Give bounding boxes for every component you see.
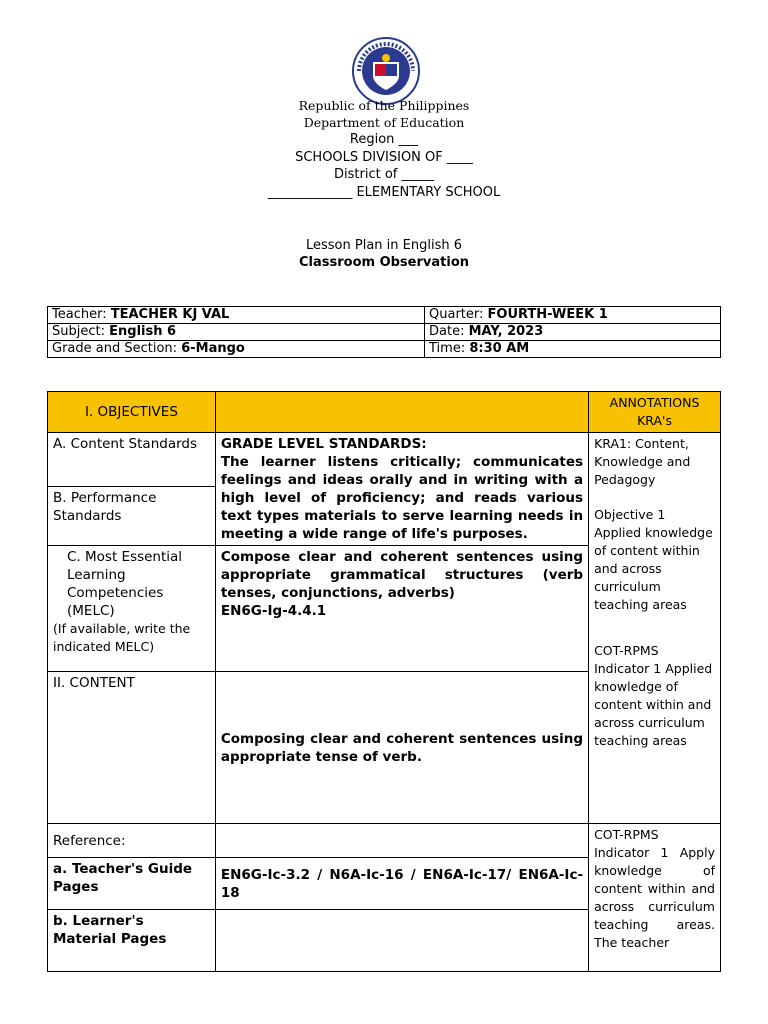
date-cell: Date: MAY, 2023 [425, 324, 721, 341]
melc-code: EN6G-Ig-4.4.1 [220, 603, 327, 619]
objective1-text: Objective 1 Applied knowledge of content within and across curriculum teaching areas [594, 507, 713, 612]
kra1-text: KRA1: Content, Knowledge and Pedagogy [594, 436, 691, 487]
objectives-header: I. OBJECTIVES [48, 392, 216, 433]
content-label: II. CONTENT [48, 672, 216, 824]
region-line: Region ___ [349, 132, 419, 147]
gls-title: GRADE LEVEL STANDARDS: [220, 436, 427, 452]
division-line: SCHOOLS DIVISION OF ____ [295, 150, 473, 165]
content-standards-label: A. Content Standards [48, 433, 216, 487]
annotation-reference-cell [589, 824, 721, 972]
teacher-value: TEACHER KJ VAL [110, 307, 230, 322]
grade-value: 6-Mango [181, 341, 245, 356]
grade-level-standards-cell [215, 433, 588, 546]
subject-value: English 6 [109, 324, 177, 339]
school-line: _____________ ELEMENTARY SCHOOL [267, 185, 501, 200]
annotations-header: ANNOTATIONS KRA's [589, 392, 721, 433]
gls-text: The learner listens critically; communicates feelings and ideas orally and in writing with a high level of proficiency; and reads various text types materials to serve learning needs in meeting a wide range of life's purposes. [220, 454, 584, 542]
info-table [47, 306, 721, 358]
observation-title: Classroom Observation [298, 255, 469, 270]
quarter-value: FOURTH-WEEK 1 [487, 307, 608, 322]
lesson-plan-table [47, 391, 721, 972]
empty-header-cell [215, 392, 588, 433]
teachers-guide-label: a. Teacher's Guide Pages [48, 858, 216, 910]
learners-material-empty-cell [215, 910, 588, 972]
subject-cell: Subject: English 6 [48, 324, 425, 341]
reference-empty-cell [215, 824, 588, 858]
annotation-objective-cell [589, 433, 721, 824]
date-value: MAY, 2023 [468, 324, 544, 339]
melc-text-cell [215, 546, 588, 672]
department-line: Department of Education [303, 115, 465, 130]
performance-standards-label: B. Performance Standards [48, 487, 216, 546]
melc-label: C. Most Essential Learning Competencies (MELC) [67, 549, 183, 619]
grade-cell: Grade and Section: 6-Mango [48, 341, 425, 358]
quarter-cell: Quarter: FOURTH-WEEK 1 [425, 307, 721, 324]
content-text: Composing clear and coherent sentences using appropriate tense of verb. [215, 672, 588, 824]
reference-label: Reference: [48, 824, 216, 858]
learners-material-label: b. Learner's Material Pages [48, 910, 216, 972]
melc-label-cell [48, 546, 216, 672]
teachers-guide-pages: EN6G-Ic-3.2 / N6A-Ic-16 / EN6A-Ic-17/ EN6A-Ic-18 [215, 858, 588, 910]
time-cell: Time: 8:30 AM [425, 341, 721, 358]
republic-line: Republic of the Philippines [298, 98, 470, 113]
district-line: District of _____ [334, 167, 434, 182]
melc-note: (If available, write the indicated MELC) [53, 621, 191, 654]
melc-text: Compose clear and coherent sentences using appropriate grammatical structures (verb tenses, conjunctions, adverbs) [220, 549, 584, 601]
cot-indicator-text: COT-RPMS Indicator 1 Applied knowledge of content within and across curriculum teaching areas [594, 643, 713, 748]
deped-seal-logo [351, 36, 421, 106]
teacher-cell: Teacher: TEACHER KJ VAL [48, 307, 425, 324]
time-value: 8:30 AM [469, 341, 530, 356]
cot-indicator-2-text: COT-RPMS Indicator 1 Apply knowledge of content within and across curriculum teaching areas. The teacher [594, 827, 715, 950]
lesson-plan-title: Lesson Plan in English 6 [306, 238, 462, 253]
